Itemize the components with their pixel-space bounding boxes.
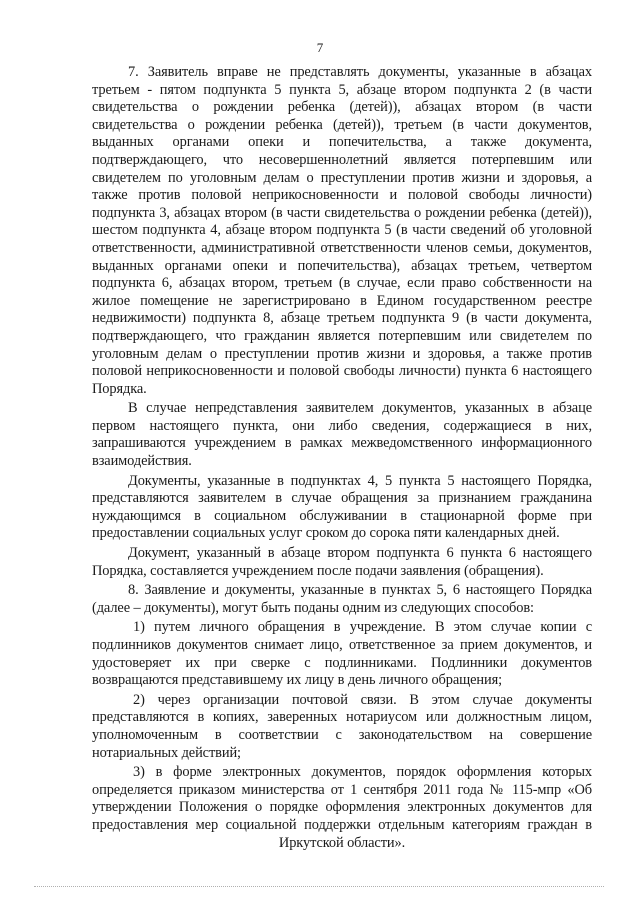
paragraph-nonsubmission: В случае непредставления заявителем документов, указанных в абзаце первом настоящего пункта, они либо сведения, содержащиеся в них, запрашиваются учреждением в рамках межведомственного информационного взаимодействия. bbox=[92, 400, 592, 470]
list-item-personal-visit: 1) путем личного обращения в учреждение. В этом случае копии с подлинников документов снимает лицо, ответственное за прием документов, и удостоверяет их при сверке с подлинниками. Подлинники документов возвращаются представившему их лицу в день личного обращения; bbox=[92, 619, 592, 689]
page-number: 7 bbox=[316, 40, 324, 55]
paragraph-item-7: 7. Заявитель вправе не представлять документы, указанные в абзацах третьем - пятом подпункта 5 пункта 5, абзаце втором подпункта 2 (в части свидетельства о рождении ребенка (детей)), абзацах втором (в части свидетельства о рождении ребенка (детей)), третьем (в части документов, выданных органами опеки и попечительства, а также документа, подтверждающего, что несовершеннолетний является потерпевшим или свидетелем по уголовным делам о преступлении против жизни и здоровья, а также против половой неприкосновенности и половой свободы личности) подпункта 3, абзацах втором (в части свидетельства о рождении ребенка (детей)), шестом подпункта 4, абзаце втором подпункта 5 (в части сведений об уголовной ответственности, административной ответственности членов семьи, документов, выданных органами опеки и попечительства), абзацах третьем, четвертом подпункта 6, абзацах втором, третьем (в случае, если право собственности на жилое помещение не зарегистрировано в Едином государственном реестре недвижимости) подпункта 8, абзаце третьем подпункта 9 (в части документа, подтверждающего, что гражданин является потерпевшим или свидетелем по уголовным делам о преступлении против жизни и здоровья, а также против половой неприкосновенности и половой свободы личности) пункта 6 настоящего Порядка. bbox=[92, 64, 592, 397]
paragraph-document-compiled: Документ, указанный в абзаце втором подпункта 6 пункта 6 настоящего Порядка, составляется учреждением после подачи заявления (обращения). bbox=[92, 545, 592, 579]
list-item-postal: 2) через организации почтовой связи. В этом случае документы представляются в копиях, заверенных нотариусом или должностным лицом, уполномоченным в соответствии с законодательством на совершение нотариальных действий; bbox=[92, 691, 592, 761]
page-bottom-rule bbox=[34, 886, 604, 887]
paragraph-item-8: 8. Заявление и документы, указанные в пунктах 5, 6 настоящего Порядка (далее – документы), могут быть поданы одним из следующих способов: bbox=[92, 582, 592, 616]
list-item-electronic: 3) в форме электронных документов, порядок оформления которых определяется приказом министерства от 1 сентября 2011 года № 115-мпр «Об утверждении Положения о порядке оформления электронных документов для предоставления мер социальной поддержки отдельным категориям граждан в Иркутской области». bbox=[92, 764, 592, 851]
paragraph-documents-subitems: Документы, указанные в подпунктах 4, 5 пункта 5 настоящего Порядка, представляются заявителем в случае обращения за признанием гражданина нуждающимся в социальном обслуживании в стационарной форме при предоставлении социальных услуг сроком до сорока пяти календарных дней. bbox=[92, 472, 592, 542]
document-body bbox=[92, 64, 592, 852]
